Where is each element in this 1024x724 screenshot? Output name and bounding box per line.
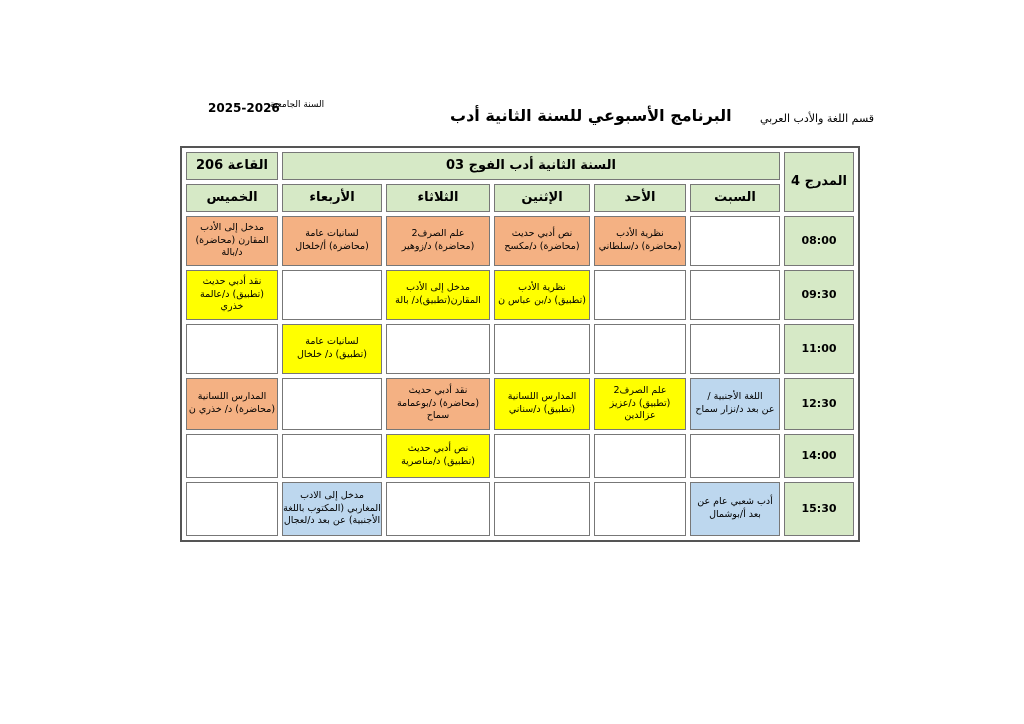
session-text-line: لسانيات عامة [305,336,359,348]
session-text-line: (محاضرة) د/مكسح [504,241,580,252]
day-header: الأحد [594,184,686,212]
session-text-line: اللغة الأجنبية / [707,391,763,403]
schedule-row [186,324,854,374]
empty-slot-cell [282,270,382,320]
session-text-line: نص أدبي حديث [407,443,469,455]
session-text-line: (محاضرة) د/بوعمامة [396,397,480,409]
session-text-line: الأجنبية) عن بعد د/لعجال [283,515,381,527]
class-session-cell [186,378,278,430]
empty-slot-cell [186,482,278,536]
time-slot-cell: 08:00 [784,216,854,266]
session-text-line: (تطبيق) د/عالمة [200,288,264,300]
empty-slot-cell [594,434,686,478]
session-text-line: مدخل إلى الادب [300,489,364,501]
schedule-row [186,482,854,536]
empty-slot-cell [690,216,780,266]
page-title: البرنامج الأسبوعي للسنة الثانية أدب [450,106,732,125]
time-slot-cell: 11:00 [784,324,854,374]
session-text-line: أدب شعبي عام عن [697,496,773,508]
day-header: الخميس [186,184,278,212]
empty-slot-cell [282,378,382,430]
schedule-row [186,216,854,266]
session-text-line: سماح [426,410,450,422]
class-session-cell [386,270,490,320]
session-text-line: خذري [220,301,244,313]
group-label: السنة الثانية أدب الفوج 03 [282,152,780,180]
day-header: السبت [690,184,780,212]
session-text-line: عن بعد د/نزار سماح [695,404,775,415]
class-session-cell [494,216,590,266]
class-session-cell [186,216,278,266]
class-session-cell [494,378,590,430]
empty-slot-cell [186,324,278,374]
session-text-line: المدارس اللسانية [507,391,577,403]
class-session-cell [282,482,382,536]
class-session-cell [186,270,278,320]
empty-slot-cell [690,324,780,374]
session-text-line: (تطبيق) د/بن عباس ن [498,295,586,306]
empty-slot-cell [186,434,278,478]
session-text-line: المقارن(تطبيق)د/ بالة [395,295,481,306]
time-slot-cell: 12:30 [784,378,854,430]
session-text-line: عزالدين [624,410,656,422]
empty-slot-cell [282,434,382,478]
session-text-line: د/بالة [221,247,243,259]
class-session-cell [594,216,686,266]
session-text-line: (تطبيق) د/عزيز [609,397,671,409]
empty-slot-cell [494,434,590,478]
session-text-line: لسانيات عامة [305,228,359,240]
schedule-row [186,270,854,320]
session-text-line: نقد أدبي حديث [408,384,468,396]
empty-slot-cell [690,434,780,478]
empty-slot-cell [594,324,686,374]
class-session-cell [690,482,780,536]
class-session-cell [282,324,382,374]
time-slot-cell: 14:00 [784,434,854,478]
session-text-line: نظرية الأدب [616,228,664,240]
session-text-line: مدخل إلى الأدب [406,282,470,294]
empty-slot-cell [494,482,590,536]
time-slot-cell: 09:30 [784,270,854,320]
academic-year-value: 2025-2026 [208,101,280,115]
empty-slot-cell [594,270,686,320]
class-session-cell [594,378,686,430]
empty-slot-cell [690,270,780,320]
session-text-line: علم الصرف2 [613,384,667,396]
day-header: الأربعاء [282,184,382,212]
class-session-cell [282,216,382,266]
session-text-line: (محاضرة) د/سلطاني [598,241,682,252]
schedule-row [186,378,854,430]
session-text-line: المغاربي (المكتوب باللغة [283,502,381,514]
empty-slot-cell [494,324,590,374]
class-session-cell [386,216,490,266]
session-text-line: علم الصرف2 [411,228,465,240]
class-session-cell [494,270,590,320]
session-text-line: نص أدبي حديث [511,228,573,240]
empty-slot-cell [594,482,686,536]
class-session-cell [690,378,780,430]
session-text-line: المدارس اللسانية [197,391,267,403]
session-text-line: (تطبيق) د/مناصرية [401,456,475,467]
academic-year-label: السنة الجامعية [270,100,325,110]
department-name: قسم اللغة والأدب العربي [760,112,875,125]
schedule-row [186,434,854,478]
class-session-cell [386,434,490,478]
weekly-schedule-table [180,146,860,542]
empty-slot-cell [386,482,490,536]
session-text-line: (تطبيق) د/سناني [508,404,576,415]
session-text-line: (محاضرة) د/زوهير [401,241,475,252]
empty-slot-cell [386,324,490,374]
day-header: الإثنين [494,184,590,212]
day-header: الثلاثاء [386,184,490,212]
session-text-line: (تطبيق) د/ خلخال [297,349,367,360]
time-slot-cell: 15:30 [784,482,854,536]
session-text-line: بعد أ/بوشمال [709,509,761,520]
room-label: القاعة 206 [186,152,278,180]
class-session-cell [386,378,490,430]
session-text-line: (محاضرة) أ/خلخال [295,241,369,252]
session-text-line: نظرية الأدب [518,282,566,294]
session-text-line: (محاضرة) د/ خذري ن [188,404,276,415]
amphitheatre-label: المدرج 4 [784,152,854,212]
session-text-line: نقد أدبي حديث [202,275,262,287]
session-text-line: مدخل إلى الأدب [200,221,264,233]
session-text-line: المقارن (محاضرة) [195,234,269,246]
